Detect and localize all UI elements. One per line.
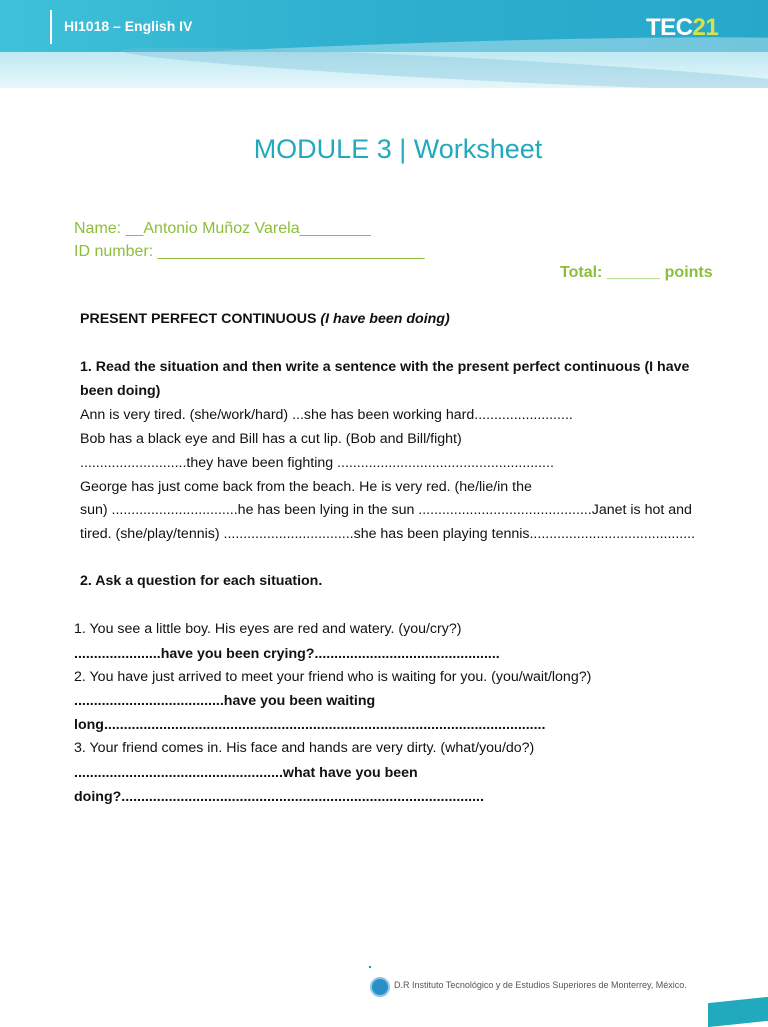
exercise1-line: Bob has a black eye and Bill has a cut lip. (Bob and Bill/fight) [80, 431, 462, 447]
exercise1-line: sun) ................................he has been lying in the sun ............................................Janet is hot and [80, 502, 692, 518]
course-title: HI1018 – English IV [64, 18, 193, 34]
student-name: Name: __Antonio Muñoz Varela________ [74, 220, 371, 237]
exercise2-situation: 3. Your friend comes in. His face and hands are very dirty. (what/you/do?) [74, 740, 535, 756]
section-heading-text: PRESENT PERFECT CONTINUOUS [80, 311, 321, 327]
footer-mark [369, 966, 371, 968]
footer-copyright: D.R Instituto Tecnológico y de Estudios Superiores de Monterrey, México. [394, 980, 687, 990]
institution-seal-icon [370, 977, 390, 997]
exercise2-answer: ......................have you been crying?............................................... [74, 646, 500, 662]
tec21-logo [646, 14, 718, 42]
logo-text: TEC [646, 14, 693, 41]
page-title: MODULE 3 | Worksheet [253, 134, 543, 164]
exercise1-instruction: 1. Read the situation and then write a sentence with the present perfect continuous (I have [80, 359, 690, 375]
exercise2-situation: 2. You have just arrived to meet your friend who is waiting for you. (you/wait/long?) [74, 669, 592, 685]
exercise2-answer: .....................................................what have you been [74, 765, 418, 781]
exercise2-answer: long................................................................................................................ [74, 717, 546, 733]
exercise1-line: Ann is very tired. (she/work/hard) ...she has been working hard......................... [80, 407, 573, 423]
total-points: Total: ______ points [560, 264, 713, 281]
exercise2-answer: ......................................have you been waiting [74, 693, 376, 709]
student-id: ID number: ______________________________ [74, 243, 425, 260]
exercise1-line: George has just come back from the beach. He is very red. (he/lie/in the [80, 479, 532, 495]
logo-number: 21 [692, 14, 719, 41]
exercise1-line: ...........................they have been fighting ....................................................... [80, 455, 554, 471]
exercise2-answer: doing?............................................................................................ [74, 789, 484, 805]
exercise1-line: tired. (she/play/tennis) .................................she has been playing tennis.......................................... [80, 526, 696, 542]
header-divider [50, 10, 52, 44]
exercise1-instruction: been doing) [80, 383, 161, 399]
header-banner [0, 0, 768, 88]
footer-accent-bar [708, 997, 768, 1027]
exercise2-instruction: 2. Ask a question for each situation. [80, 573, 323, 589]
section-heading-italic: (I have been doing) [320, 311, 450, 327]
exercise2-situation: 1. You see a little boy. His eyes are red and watery. (you/cry?) [74, 621, 462, 637]
section-heading [80, 311, 450, 327]
